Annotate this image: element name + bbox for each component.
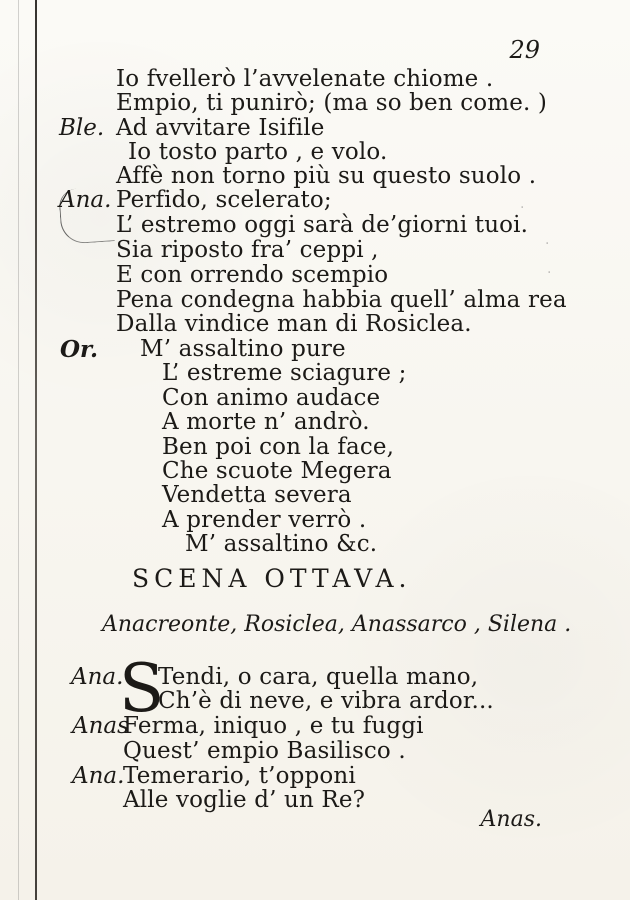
decorative-initial-letter: S bbox=[119, 650, 165, 727]
verse-line-20: M’ assaltino &c. bbox=[185, 531, 378, 557]
verse-line-14: Con animo audace bbox=[162, 385, 381, 411]
speaker-ana-1: Ana. bbox=[59, 187, 112, 213]
verse-line-6: Perfido, scelerato; bbox=[116, 187, 332, 213]
speaker-ana-3: Ana. bbox=[72, 763, 125, 789]
verse-line-2: Empio, ti punirò; (ma so ben come. ) bbox=[116, 90, 548, 116]
speaker-or: Or. bbox=[60, 336, 99, 363]
verse-line-22: Ch’è di neve, e vibra ardor... bbox=[158, 688, 494, 714]
speaker-anas: Anas bbox=[72, 713, 129, 739]
verse-line-25: Temerario, t’opponi bbox=[123, 763, 356, 789]
verse-line-8: Sia riposto fra’ ceppi , bbox=[116, 237, 379, 263]
scene-characters: Anacreonte, Rosiclea, Anassarco , Silena . bbox=[102, 612, 572, 637]
verse-line-1: Io fvellerò l’avvelenate chiome . bbox=[116, 66, 494, 92]
verse-line-24: Quest’ empio Basilisco . bbox=[123, 738, 406, 764]
faint-margin-mark-2: · bbox=[545, 236, 550, 252]
verse-line-21: Tendi, o cara, quella mano, bbox=[158, 664, 479, 690]
page-number: 29 bbox=[509, 36, 540, 64]
verse-line-5: Affè non torno più su questo suolo . bbox=[116, 163, 537, 189]
gutter-line bbox=[35, 0, 37, 900]
verse-line-3: Ad avvitare Isifile bbox=[116, 115, 325, 141]
verse-line-10: Pena condegna habbia quell’ alma rea bbox=[116, 287, 567, 313]
verse-line-13: L’ estreme sciagure ; bbox=[162, 360, 407, 386]
verse-line-16: Ben poi con la face, bbox=[162, 434, 395, 460]
verse-line-15: A morte n’ andrò. bbox=[162, 409, 370, 435]
gutter-shadow-line bbox=[18, 0, 19, 900]
verse-line-9: E con orrendo scempio bbox=[116, 262, 389, 288]
scene-title: SCENA OTTAVA. bbox=[132, 564, 412, 593]
faint-margin-mark-1: · bbox=[520, 200, 525, 216]
catchword: Anas. bbox=[480, 807, 542, 832]
verse-line-26: Alle voglie d’ un Re? bbox=[123, 787, 366, 813]
verse-line-17: Che scuote Megera bbox=[162, 458, 392, 484]
verse-line-23: Ferma, iniquo , e tu fuggi bbox=[123, 713, 424, 739]
verse-line-18: Vendetta severa bbox=[162, 482, 352, 508]
verse-line-12: M’ assaltino pure bbox=[140, 336, 346, 362]
speaker-ble: Ble. bbox=[59, 115, 105, 141]
verse-line-4: Io tosto parto , e volo. bbox=[128, 139, 388, 165]
verse-line-19: A prender verrò . bbox=[162, 507, 367, 533]
verse-line-11: Dalla vindice man di Rosiclea. bbox=[116, 311, 472, 337]
speaker-ana-2: Ana. bbox=[71, 664, 124, 690]
faint-margin-mark-3: · bbox=[547, 265, 552, 281]
verse-line-7: L’ estremo oggi sarà de’giorni tuoi. bbox=[116, 212, 529, 238]
